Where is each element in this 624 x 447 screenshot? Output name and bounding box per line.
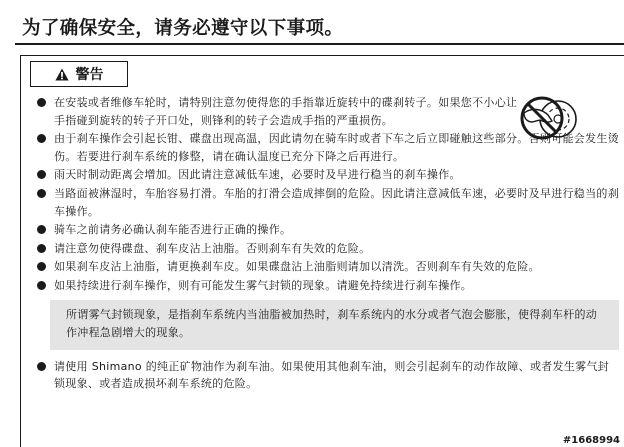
item-text: 在安装或者维修车轮时，请特别注意勿使得您的手指靠近旋转中的碟刹转子。如果您不小心让手指碰到旋转的转子开口处，则锋利的转子会造成手指的严重损伤。	[54, 96, 518, 127]
bullet-icon	[37, 189, 46, 198]
item-text: 雨天时制动距离会增加。因此请注意减低车速，必要时及早进行稳当的刹车操作。	[54, 168, 461, 182]
bullet-icon	[37, 262, 46, 271]
list-item	[37, 185, 619, 220]
bullet-icon	[37, 244, 46, 253]
item-text: 请注意勿使得碟盘、刹车皮沾上油脂。否则刹车有失效的危险。	[54, 241, 371, 255]
list-item	[37, 277, 619, 295]
list-item	[37, 240, 619, 258]
warning-label: 警告	[75, 67, 104, 83]
list-item	[37, 94, 619, 129]
bullet-icon	[37, 134, 46, 143]
bullet-icon	[37, 281, 46, 290]
item-text: 如果刹车皮沾上油脂，请更换刹车皮。如果碟盘沾上油脂则请加以清洗。否则刹车有失效的危险。	[54, 260, 540, 274]
list-item	[37, 130, 619, 165]
image-id: #1668994	[562, 435, 620, 446]
vapor-lock-note: 所谓雾气封锁现象，是指刹车系统内当油脂被加热时，刹车系统内的水分或者气泡会膨胀，使得刹车杆的动作冲程急剧增大的现象。	[50, 300, 619, 350]
warning-list	[37, 94, 619, 394]
item-text: 骑车之前请务必确认刹车能否进行正确的操作。	[54, 223, 292, 237]
item-text: 当路面被淋湿时，车胎容易打滑。车胎的打滑会造成摔倒的危险。因此请注意减低车速，必要时及早进行稳当的刹车操作。	[54, 186, 619, 218]
item-text: 请使用 Shimano 的纯正矿物油作为刹车油。如果使用其他刹车油，则会引起刹车的动作故障、或者发生雾气封锁现象、或者造成损坏刹车系统的危险。	[54, 359, 610, 391]
bullet-icon	[37, 362, 46, 371]
bullet-icon	[37, 170, 46, 179]
bullet-icon	[37, 225, 46, 234]
warning-triangle-icon	[55, 68, 69, 81]
item-text: 如果持续进行刹车操作，则有可能发生雾气封锁的现象。请避免持续进行刹车操作。	[54, 278, 473, 292]
list-item	[37, 258, 619, 276]
title-divider	[15, 43, 624, 45]
warning-header	[30, 61, 128, 87]
page-title: 为了确保安全，请务必遵守以下事项。	[22, 18, 344, 39]
list-item	[37, 358, 619, 393]
list-item	[37, 221, 619, 239]
list-item	[37, 166, 619, 184]
bullet-icon	[37, 98, 46, 107]
item-text: 由于刹车操作会引起长钳、碟盘出现高温，因此请勿在骑车时或者下车之后立即碰触这些部分。否则可能会发生烫伤。若要进行刹车系统的修整，请在确认温度已充分下降之后再进行。	[54, 132, 619, 163]
